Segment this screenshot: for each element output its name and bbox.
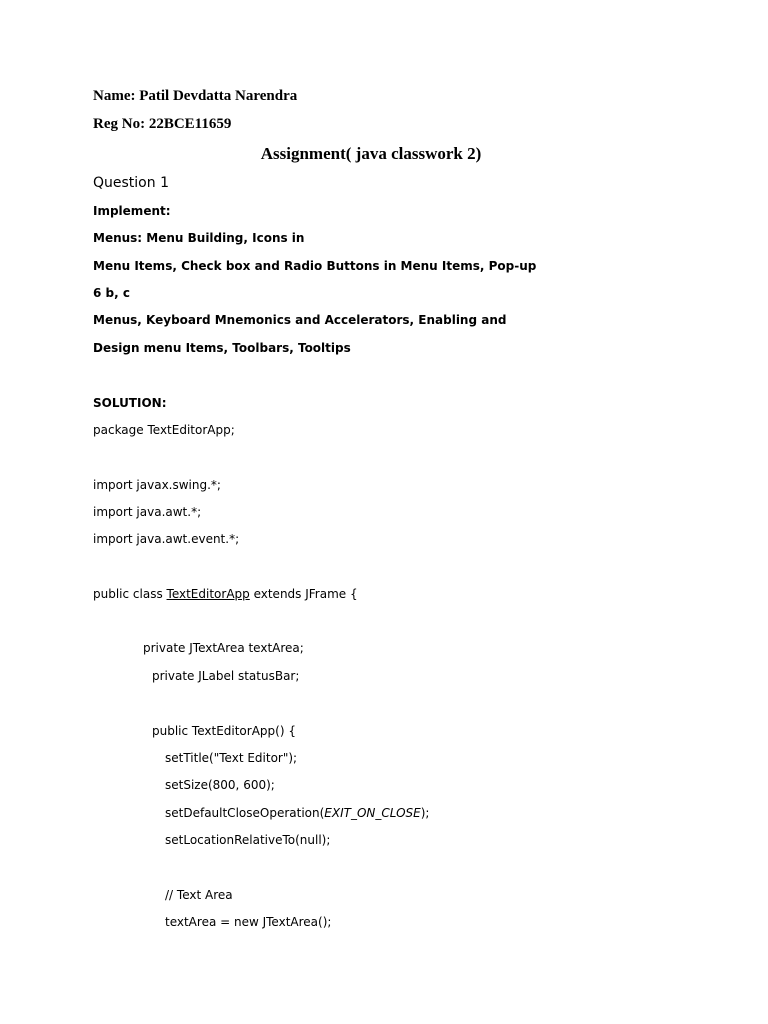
question-line: Menus, Keyboard Mnemonics and Accelerators, Enabling and [93, 313, 507, 327]
code-statement [165, 805, 429, 821]
code-comment: // Text Area [165, 888, 233, 902]
code-field: private JTextArea textArea; [143, 641, 304, 655]
code-import: import javax.swing.*; [93, 478, 221, 492]
close-operation-constant: EXIT_ON_CLOSE [324, 806, 421, 820]
code-statement: setTitle("Text Editor"); [165, 751, 298, 765]
solution-label: SOLUTION: [93, 396, 167, 410]
code-constructor: public TextEditorApp() { [152, 724, 296, 738]
close-operation-call: setDefaultCloseOperation( [165, 806, 325, 820]
question-line: Menus: Menu Building, Icons in [93, 231, 305, 245]
question-line: Menu Items, Check box and Radio Buttons in Menu Items, Pop-up [93, 259, 537, 273]
code-import: import java.awt.event.*; [93, 532, 240, 546]
question-line: 6 b, c [93, 286, 130, 300]
class-extends: extends JFrame { [249, 587, 358, 601]
question-heading: Question 1 [93, 175, 169, 191]
close-operation-end: ); [420, 806, 430, 820]
student-name: Name: Patil Devdatta Narendra [93, 88, 298, 104]
implement-label: Implement: [93, 204, 171, 218]
registration-number: Reg No: 22BCE11659 [93, 116, 232, 132]
class-keyword: public class [93, 587, 167, 601]
code-statement: setSize(800, 600); [165, 778, 275, 792]
page-title: Assignment( java classwork 2) [260, 144, 482, 163]
question-line: Design menu Items, Toolbars, Tooltips [93, 341, 351, 355]
code-statement: textArea = new JTextArea(); [165, 915, 332, 929]
class-name: TextEditorApp [166, 587, 250, 601]
code-package: package TextEditorApp; [93, 423, 235, 437]
code-statement: setLocationRelativeTo(null); [165, 833, 331, 847]
code-field: private JLabel statusBar; [152, 669, 300, 683]
code-class-declaration [93, 586, 358, 602]
code-import: import java.awt.*; [93, 505, 202, 519]
